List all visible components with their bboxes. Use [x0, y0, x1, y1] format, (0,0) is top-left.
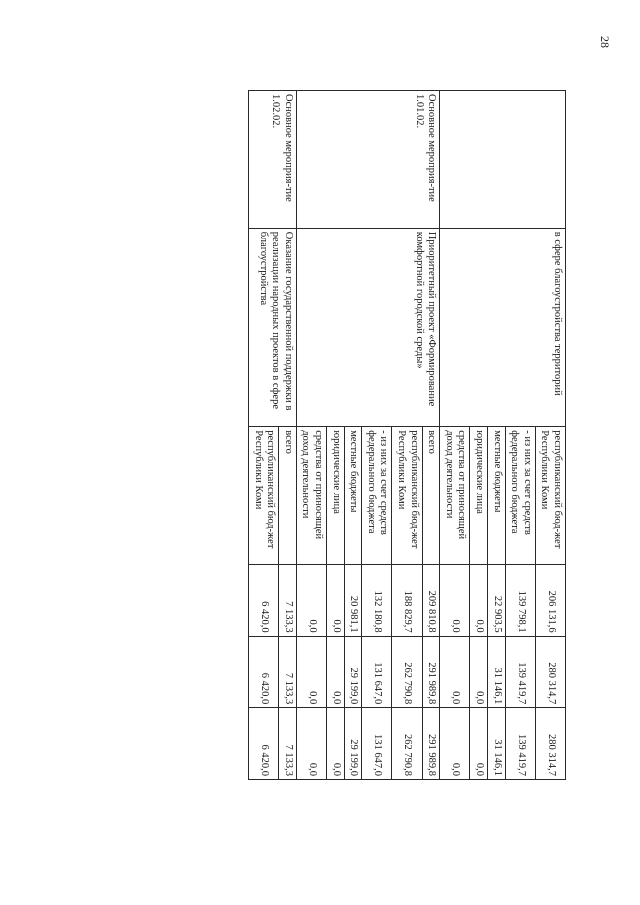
value-cell: 0,0 — [296, 708, 326, 780]
value-cell: 262 790,8 — [392, 636, 422, 708]
source-cell: республиканский бюд-жет Республики Коми — [535, 427, 565, 565]
value-cell: 31 146,1 — [488, 636, 506, 708]
value-cell: 0,0 — [327, 565, 345, 637]
value-cell: 7 133,3 — [279, 565, 297, 637]
value-cell: 6 420,0 — [249, 708, 279, 780]
value-cell: 20 981,1 — [344, 565, 362, 637]
source-cell: всего — [279, 427, 297, 565]
value-cell: 6 420,0 — [249, 636, 279, 708]
source-cell: - из них за счет средств федерального бюджета — [505, 427, 535, 565]
event-cell: Основное мероприя-тие 1.02.02. — [249, 91, 297, 229]
value-cell: 31 146,1 — [488, 708, 506, 780]
value-cell: 0,0 — [296, 636, 326, 708]
source-cell: юридические лица — [470, 427, 488, 565]
value-cell: 29 199,0 — [344, 636, 362, 708]
source-cell: республиканский бюд-жет Республики Коми — [249, 427, 279, 565]
value-cell: 0,0 — [440, 636, 470, 708]
value-cell: 209 810,8 — [422, 565, 440, 637]
value-cell: 0,0 — [470, 565, 488, 637]
value-cell: 0,0 — [470, 636, 488, 708]
event-name-cell: Оказание государственной поддержки в реализации народных проектов в сфере благоустройства — [249, 228, 297, 426]
value-cell: 7 133,3 — [279, 636, 297, 708]
source-cell: - из них за счет средств федерального бюджета — [362, 427, 392, 565]
value-cell: 139 419,7 — [505, 636, 535, 708]
event-name-cell: в сфере благоустройства территорий — [440, 228, 566, 426]
budget-table — [248, 90, 566, 780]
source-cell: местные бюджеты — [488, 427, 506, 565]
value-cell: 131 647,0 — [362, 708, 392, 780]
value-cell: 0,0 — [327, 636, 345, 708]
value-cell: 291 989,8 — [422, 636, 440, 708]
source-cell: местные бюджеты — [344, 427, 362, 565]
value-cell: 29 199,0 — [344, 708, 362, 780]
rotated-page — [80, 90, 566, 780]
value-cell: 6 420,0 — [249, 565, 279, 637]
value-cell: 22 903,5 — [488, 565, 506, 637]
table-row — [422, 91, 440, 780]
value-cell: 0,0 — [440, 708, 470, 780]
value-cell: 7 133,3 — [279, 708, 297, 780]
event-name-cell: Приоритетный проект «Формирование комфортной городской среды» — [296, 228, 439, 426]
value-cell: 206 131,6 — [535, 565, 565, 637]
source-cell: всего — [422, 427, 440, 565]
source-cell: средства от приносящей доход деятельности — [440, 427, 470, 565]
source-cell: средства от приносящей доход деятельности — [296, 427, 326, 565]
table-row — [279, 91, 297, 780]
event-cell: Основное мероприя-тие 1.01.02. — [296, 91, 439, 229]
page-number: 28 — [598, 36, 612, 48]
value-cell: 0,0 — [296, 565, 326, 637]
source-cell: республиканский бюд-жет Республики Коми — [392, 427, 422, 565]
table-row — [535, 91, 565, 780]
value-cell: 0,0 — [470, 708, 488, 780]
value-cell: 139 419,7 — [505, 708, 535, 780]
value-cell: 0,0 — [327, 708, 345, 780]
event-cell — [440, 91, 566, 229]
value-cell: 188 829,7 — [392, 565, 422, 637]
value-cell: 131 647,0 — [362, 636, 392, 708]
value-cell: 262 790,8 — [392, 708, 422, 780]
value-cell: 0,0 — [440, 565, 470, 637]
value-cell: 291 989,8 — [422, 708, 440, 780]
value-cell: 139 798,1 — [505, 565, 535, 637]
value-cell: 132 180,8 — [362, 565, 392, 637]
source-cell: юридические лица — [327, 427, 345, 565]
value-cell: 280 314,7 — [535, 708, 565, 780]
value-cell: 280 314,7 — [535, 636, 565, 708]
